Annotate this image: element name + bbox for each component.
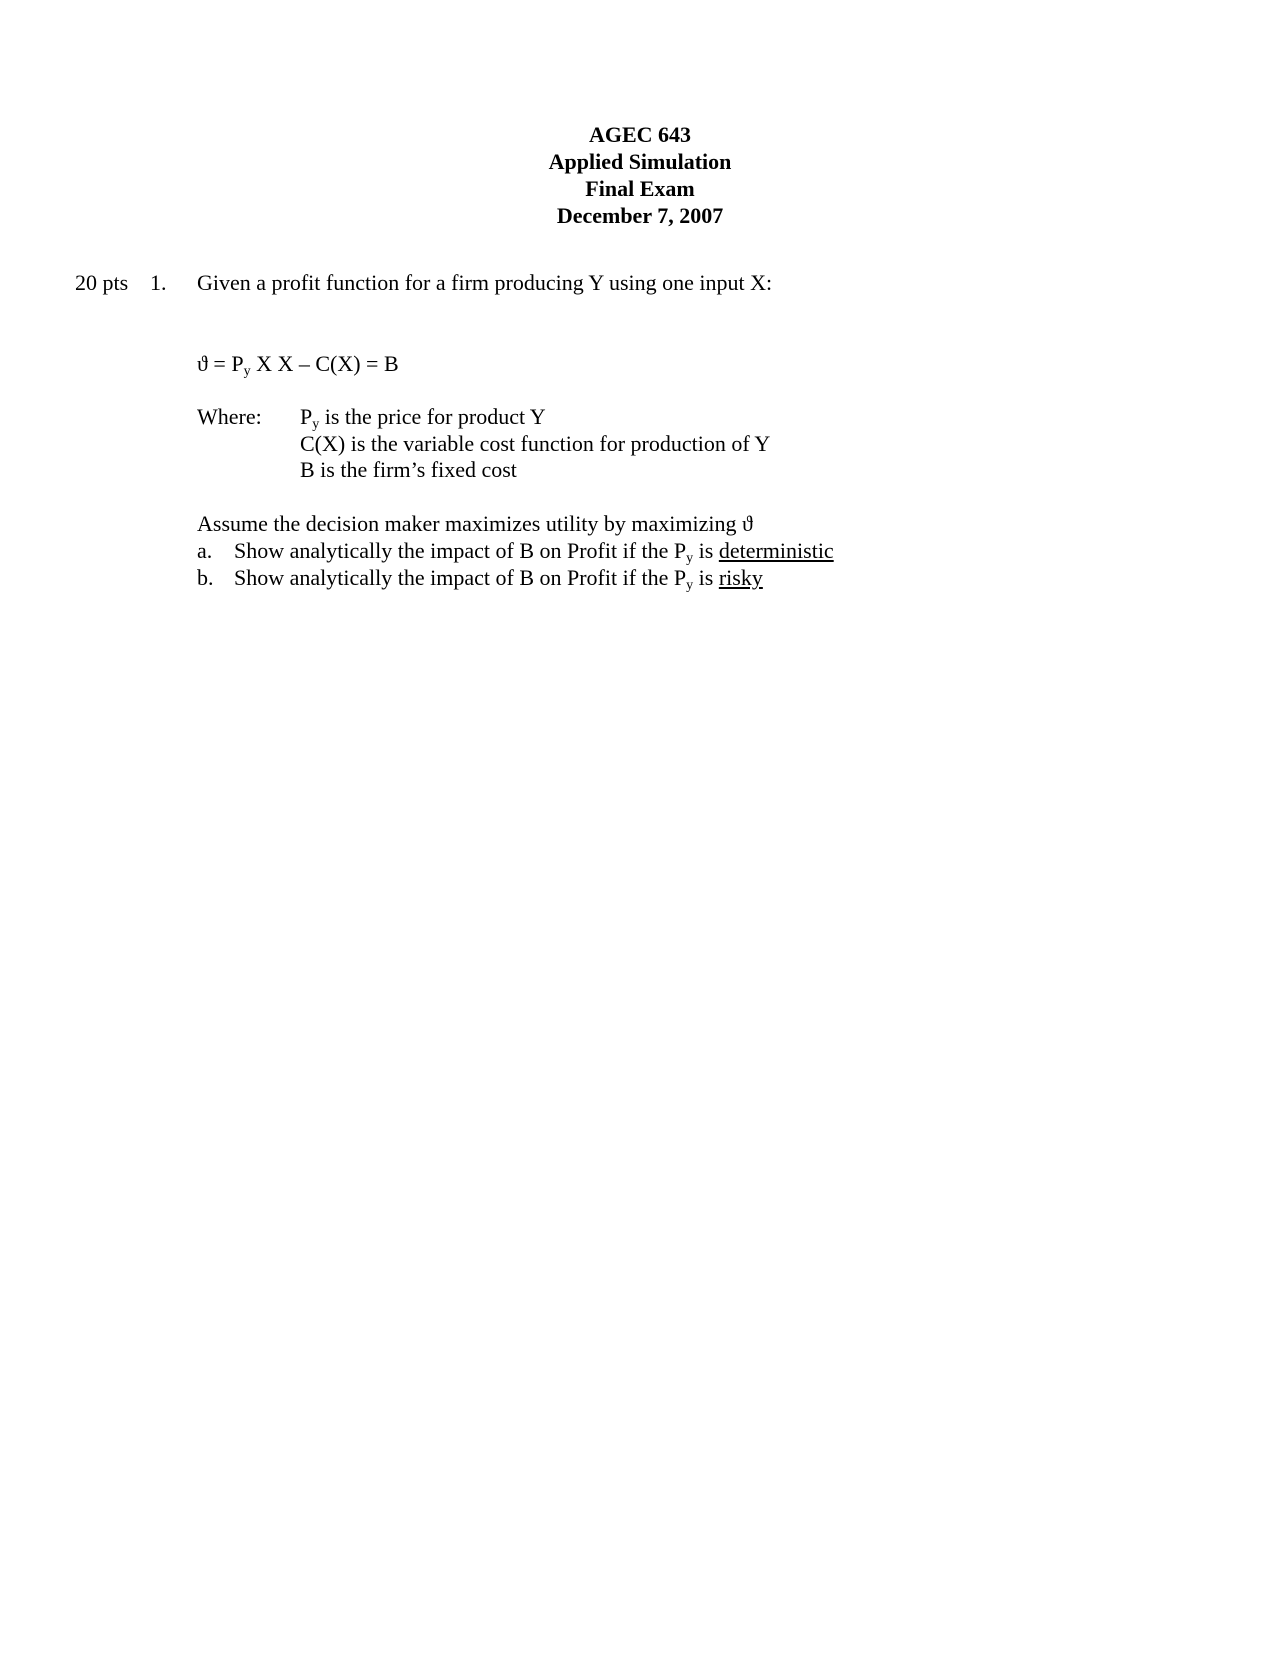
definition-price	[300, 403, 546, 430]
question-prompt: Given a profit function for a firm producing Y using one input X:	[197, 270, 773, 295]
assumption-line	[197, 510, 753, 537]
course-title: Applied Simulation	[548, 149, 732, 174]
part-text: Show analytically the impact of B on Profit if the P	[234, 538, 687, 563]
definition-text: is the price for product Y	[319, 404, 546, 429]
profit-equation	[197, 350, 399, 377]
equation-subscript: y	[243, 364, 251, 379]
part-a-label: a.	[197, 538, 213, 563]
definition-subscript: y	[312, 417, 320, 432]
part-emphasis: risky	[718, 565, 763, 590]
course-code: AGEC 643	[588, 122, 692, 147]
assumption-text: Assume the decision maker maximizes utility by maximizing	[197, 511, 743, 536]
equation-part: X X – C(X) = B	[250, 351, 399, 376]
where-label: Where:	[197, 404, 262, 429]
definition-cost-function: C(X) is the variable cost function for production of Y	[300, 431, 771, 456]
part-text: Show analytically the impact of B on Profit if the P	[234, 565, 687, 590]
definition-text: P	[300, 404, 313, 429]
part-emphasis: deterministic	[718, 538, 834, 563]
question-number: 1.	[150, 270, 167, 295]
exam-date: December 7, 2007	[556, 203, 724, 228]
part-b-label: b.	[197, 565, 214, 590]
profit-symbol: ϑ	[742, 511, 753, 536]
part-a-text	[234, 537, 834, 564]
part-b-text	[234, 564, 763, 591]
part-text: is	[693, 538, 719, 563]
part-subscript: y	[686, 578, 694, 593]
exam-header	[0, 121, 1280, 229]
equation-part: = P	[207, 351, 244, 376]
profit-symbol: ϑ	[197, 351, 208, 376]
part-text: is	[693, 565, 719, 590]
exam-name: Final Exam	[585, 176, 695, 201]
question-points: 20 pts	[75, 270, 129, 295]
part-subscript: y	[686, 551, 694, 566]
definition-fixed-cost: B is the firm’s fixed cost	[300, 457, 517, 482]
